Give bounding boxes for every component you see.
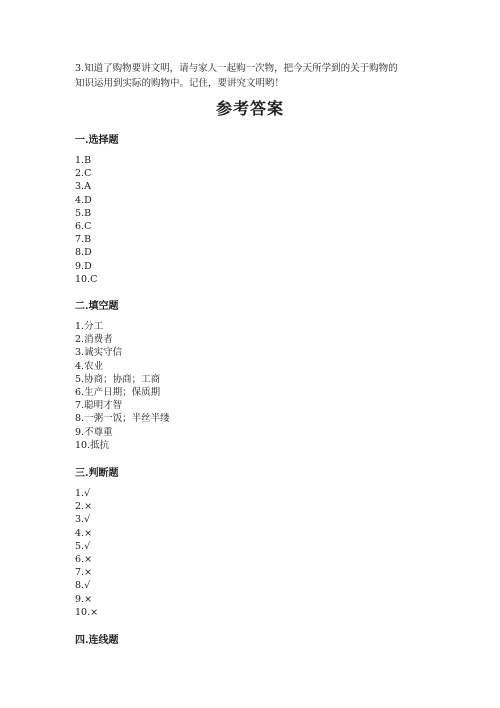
list-item: 10.抵抗 [75,439,110,451]
list-item: 1.√ [75,488,91,499]
list-item: 2.C [75,168,92,180]
list-item: 6.生产日期；保质期 [75,386,161,398]
list-item: 2.消费者 [75,334,113,346]
answer-list-choice [75,154,97,286]
list-item: 7.× [75,567,93,579]
list-item: 2.× [75,501,93,513]
list-item: 4.× [75,527,93,539]
list-item: 3.A [75,181,91,193]
section-heading-true-false: 三.判断题 [75,468,119,479]
answer-list-true-false [75,487,98,619]
list-item: 9.D [75,260,92,272]
list-item: 3.诚实守信 [75,347,123,359]
list-item: 3.√ [75,514,91,526]
intro-line: 知识运用到实际的购物中。记住，要讲究文明哟！ [75,78,285,89]
list-item: 8.√ [75,580,91,592]
list-item: 8.一粥一饭；半丝半缕 [75,413,170,425]
list-item: 10.× [75,606,99,618]
list-item: 10.C [75,273,98,285]
list-item: 4.D [75,194,92,206]
page-title: 参考答案 [215,99,284,118]
section-heading-fill-blank: 二.填空题 [75,301,119,312]
list-item: 6.C [75,220,92,232]
list-item: 7.B [75,234,92,246]
list-item: 1.B [75,155,92,166]
section-heading-choice: 一.选择题 [75,135,119,146]
list-item: 1.分工 [75,321,104,332]
section-heading-matching: 四.连线题 [75,635,119,646]
list-item: 4.农业 [75,360,104,372]
list-item: 9.× [75,593,93,605]
list-item: 5.√ [75,540,91,552]
list-item: 7.聪明才智 [75,400,123,412]
answer-list-fill-blank [75,320,170,452]
list-item: 8.D [75,247,92,259]
list-item: 9.不尊重 [75,426,113,438]
intro-line: 3.知道了购物要讲文明，请与家人一起购一次物，把今天所学到的关于购物的 [75,63,398,74]
intro-question [75,61,435,91]
list-item: 5.协商；协商；工商 [75,373,161,385]
list-item: 6.× [75,553,93,565]
list-item: 5.B [75,207,92,219]
